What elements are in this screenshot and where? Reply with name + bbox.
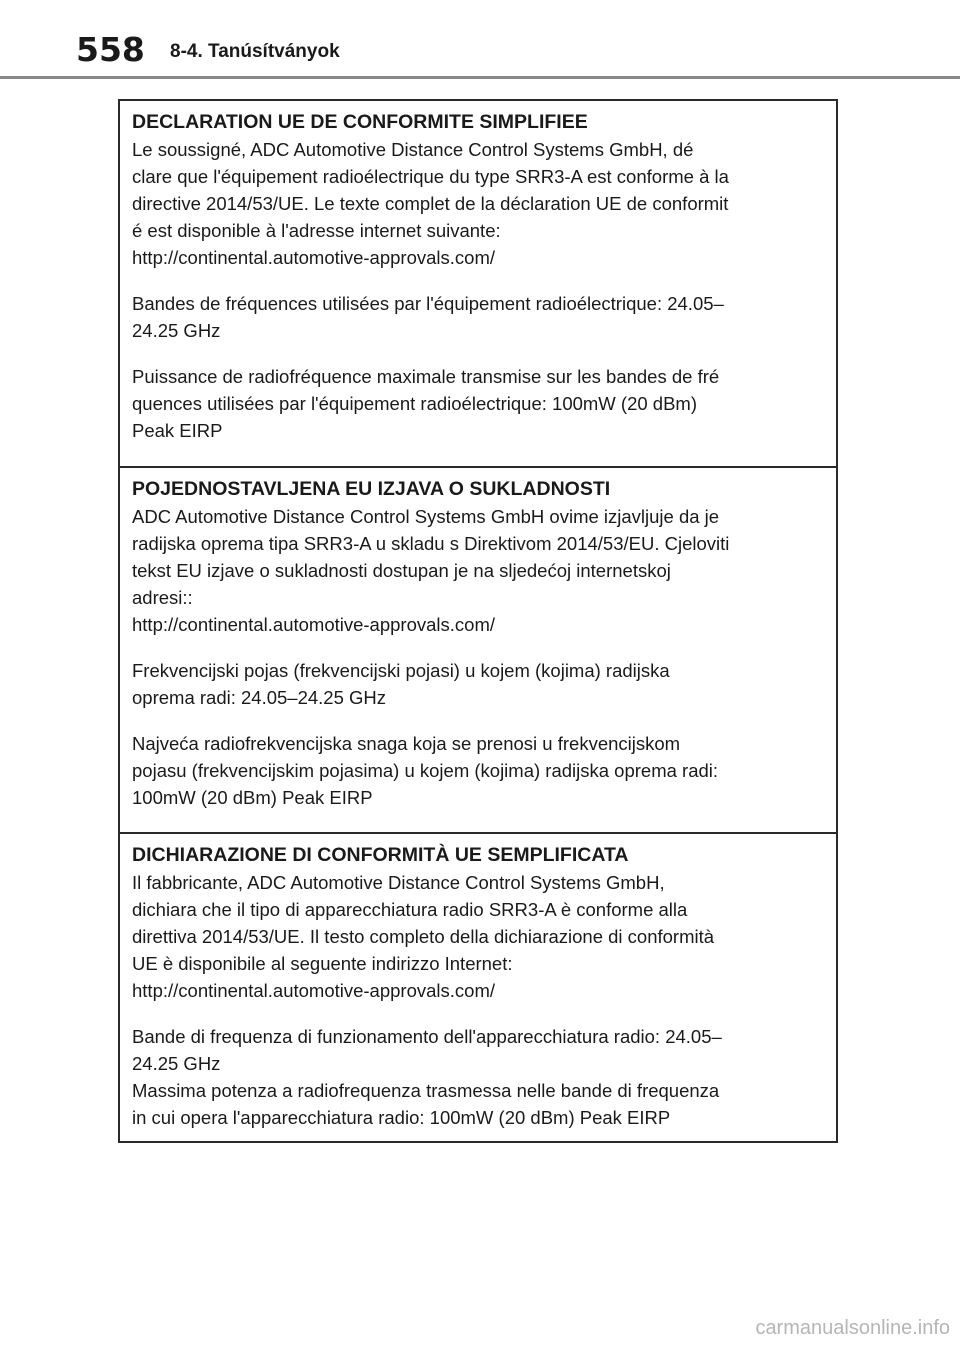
power-text xyxy=(132,1077,824,1131)
text-line: Bandes de fréquences utilisées par l'équipement radioélectrique: 24.05– xyxy=(132,293,724,314)
text-line: Il fabbricante, ADC Automotive Distance Control Systems GmbH, xyxy=(132,872,665,893)
declaration-section-it xyxy=(120,832,836,1141)
declaration-text xyxy=(132,869,824,1004)
declaration-section-fr xyxy=(120,101,836,466)
page-number: 558 xyxy=(76,30,145,69)
text-line: Puissance de radiofréquence maximale transmise sur les bandes de fré xyxy=(132,366,720,387)
page-header xyxy=(0,0,960,80)
text-line: ADC Automotive Distance Control Systems GmbH ovime izjavljuje da je xyxy=(132,506,720,527)
text-line: dichiara che il tipo di apparecchiatura radio SRR3-A è conforme alla xyxy=(132,899,688,920)
frequency-text xyxy=(132,657,824,711)
text-line: 24.25 GHz xyxy=(132,320,221,341)
power-text xyxy=(132,730,824,811)
header-rule xyxy=(0,76,960,79)
text-line: Le soussigné, ADC Automotive Distance Control Systems GmbH, dé xyxy=(132,139,694,160)
text-line: Frekvencijski pojas (frekvencijski pojasi) u kojem (kojima) radijska xyxy=(132,660,670,681)
power-text xyxy=(132,363,824,444)
text-line: clare que l'équipement radioélectrique du type SRR3-A est conforme à la xyxy=(132,166,729,187)
url-text: http://continental.automotive-approvals.com/ xyxy=(132,980,495,1001)
text-line: radijska oprema tipa SRR3-A u skladu s Direktivom 2014/53/EU. Cjeloviti xyxy=(132,533,730,554)
frequency-text xyxy=(132,290,824,344)
section-heading: POJEDNOSTAVLJENA EU IZJAVA O SUKLADNOSTI xyxy=(132,478,611,500)
text-line: oprema radi: 24.05–24.25 GHz xyxy=(132,687,387,708)
text-line: directive 2014/53/UE. Le texte complet de la déclaration UE de conformit xyxy=(132,193,729,214)
text-line: direttiva 2014/53/UE. Il testo completo della dichiarazione di conformità xyxy=(132,926,715,947)
url-text: http://continental.automotive-approvals.com/ xyxy=(132,614,495,635)
url-text: http://continental.automotive-approvals.com/ xyxy=(132,247,495,268)
frequency-text xyxy=(132,1023,824,1077)
declaration-table xyxy=(118,99,838,1143)
text-line: adresi:: xyxy=(132,587,193,608)
text-line: é est disponible à l'adresse internet suivante: xyxy=(132,220,501,241)
section-heading: DECLARATION UE DE CONFORMITE SIMPLIFIEE xyxy=(132,111,588,133)
text-line: 100mW (20 dBm) Peak EIRP xyxy=(132,787,373,808)
text-line: in cui opera l'apparecchiatura radio: 100mW (20 dBm) Peak EIRP xyxy=(132,1107,671,1128)
text-line: quences utilisées par l'équipement radioélectrique: 100mW (20 dBm) xyxy=(132,393,697,414)
section-heading: DICHIARAZIONE DI CONFORMITÀ UE SEMPLIFICATA xyxy=(132,844,629,866)
declaration-section-hr xyxy=(120,466,836,832)
text-line: Bande di frequenza di funzionamento dell'apparecchiatura radio: 24.05– xyxy=(132,1026,722,1047)
section-title: 8-4. Tanúsítványok xyxy=(170,41,340,62)
declaration-text xyxy=(132,503,824,638)
text-line: Massima potenza a radiofrequenza trasmessa nelle bande di frequenza xyxy=(132,1080,720,1101)
text-line: UE è disponibile al seguente indirizzo Internet: xyxy=(132,953,513,974)
text-line: pojasu (frekvencijskim pojasima) u kojem (kojima) radijska oprema radi: xyxy=(132,760,719,781)
watermark-text: carmanualsonline.info xyxy=(755,1317,950,1339)
declaration-text xyxy=(132,136,824,271)
text-line: Najveća radiofrekvencijska snaga koja se prenosi u frekvencijskom xyxy=(132,733,681,754)
text-line: 24.25 GHz xyxy=(132,1053,221,1074)
text-line: Peak EIRP xyxy=(132,420,223,441)
text-line: tekst EU izjave o sukladnosti dostupan je na sljedećoj internetskoj xyxy=(132,560,671,581)
